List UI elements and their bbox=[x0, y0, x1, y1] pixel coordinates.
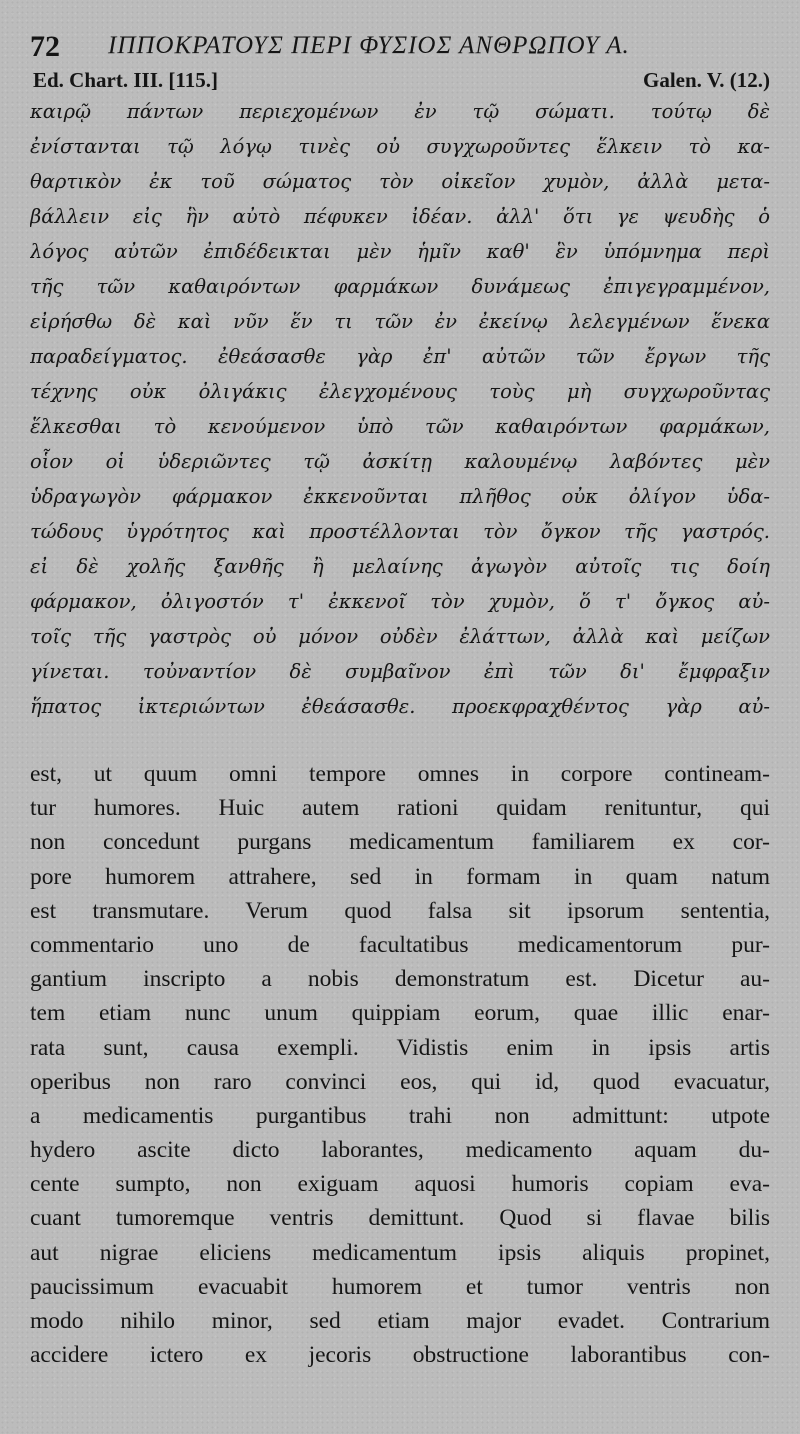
greek-text-line: ἥπατος ἰκτεριώντων ἐθεάσασθε. προεκφραχθέντος γὰρ αὐ- bbox=[30, 695, 770, 718]
latin-text-line: commentario uno de facultatibus medicamentorum pur- bbox=[30, 931, 770, 958]
latin-text-line: rata sunt, causa exempli. Vidistis enim in ipsis artis bbox=[30, 1034, 770, 1061]
latin-text-line: hydero ascite dicto laborantes, medicamento aquam du- bbox=[30, 1137, 770, 1164]
greek-text-line: εἰρήσθω δὲ καὶ νῦν ἕν τι τῶν ἐν ἐκείνῳ λελεγμένων ἕνεκα bbox=[30, 310, 770, 333]
greek-text-line: ἐνίστανται τῷ λόγῳ τινὲς οὐ συγχωροῦντες ἕλκειν τὸ κα- bbox=[30, 135, 770, 158]
latin-text-block bbox=[30, 757, 770, 1372]
latin-text-line: cuant tumoremque ventris demittunt. Quod si flavae bilis bbox=[30, 1205, 770, 1232]
book-page bbox=[30, 22, 770, 1422]
greek-text-line: τώδους ὑγρότητος καὶ προστέλλονται τὸν ὄγκον τῆς γαστρός. bbox=[30, 520, 770, 543]
latin-text-line: gantium inscripto a nobis demonstratum est. Dicetur au- bbox=[30, 966, 770, 993]
latin-text-line: paucissimum evacuabit humorem et tumor ventris non bbox=[30, 1273, 770, 1300]
latin-text-line: operibus non raro convinci eos, qui id, quod evacuatur, bbox=[30, 1068, 770, 1095]
running-head-title: ΙΠΠΟΚΡΑΤΟΥΣ ΠΕΡΙ ΦΥΣΙΟΣ ΑΝΘΡΩΠΟΥ Α. bbox=[108, 32, 630, 59]
latin-text-line: accidere ictero ex jecoris obstructione laborantibus con- bbox=[30, 1342, 770, 1369]
latin-text-line: est, ut quum omni tempore omnes in corpore contineam- bbox=[30, 761, 770, 787]
greek-text-line: τῆς τῶν καθαιρόντων φαρμάκων δυνάμεως ἐπιγεγραμμένον, bbox=[30, 275, 770, 298]
greek-text-line: παραδείγματος. ἐθεάσασθε γὰρ ἐπ' αὐτῶν τῶν ἔργων τῆς bbox=[30, 345, 770, 368]
greek-text-line: φάρμακον, ὀλιγοστόν τ' ἐκκενοῖ τὸν χυμὸν, ὅ τ' ὄγκος αὐ- bbox=[30, 590, 770, 613]
greek-text-line: ὑδραγωγὸν φάρμακον ἐκκενοῦνται πλῆθος οὐκ ὀλίγον ὑδα- bbox=[30, 485, 770, 508]
latin-text-line: a medicamentis purgantibus trahi non admittunt: utpote bbox=[30, 1102, 770, 1129]
greek-text-block bbox=[30, 94, 770, 724]
greek-text-line: εἰ δὲ χολῆς ξανθῆς ἢ μελαίνης ἀγωγὸν αὐτοῖς τις δοίη bbox=[30, 555, 770, 578]
greek-text-line: καιρῷ πάντων περιεχομένων ἐν τῷ σώματι. τούτῳ δὲ bbox=[30, 100, 770, 123]
edition-reference-chartier: Ed. Chart. III. [115.] bbox=[33, 68, 218, 92]
greek-text-line: οἷον οἱ ὑδεριῶντες τῷ ἀσκίτῃ καλουμένῳ λαβόντες μὲν bbox=[30, 450, 770, 473]
running-head bbox=[30, 22, 770, 66]
latin-text-line: tur humores. Huic autem rationi quidam renituntur, qui bbox=[30, 795, 770, 822]
latin-text-line: pore humorem attrahere, sed in formam in quam natum bbox=[30, 863, 770, 890]
greek-text-line: βάλλειν εἰς ἣν αὐτὸ πέφυκεν ἰδέαν. ἀλλ' ὅτι γε ψευδὴς ὁ bbox=[30, 205, 770, 228]
greek-text-line: θαρτικὸν ἐκ τοῦ σώματος τὸν οἰκεῖον χυμὸν, ἀλλὰ μετα- bbox=[30, 170, 770, 193]
edition-reference-line bbox=[30, 66, 770, 92]
edition-reference-galen: Galen. V. (12.) bbox=[643, 68, 770, 92]
latin-text-line: modo nihilo minor, sed etiam major evadet. Contrarium bbox=[30, 1308, 770, 1334]
greek-text-line: ἕλκεσθαι τὸ κενούμενον ὑπὸ τῶν καθαιρόντων φαρμάκων, bbox=[30, 415, 770, 438]
greek-text-line: τέχνης οὐκ ὀλιγάκις ἐλεγχομένους τοὺς μὴ συγχωροῦντας bbox=[30, 380, 770, 403]
latin-text-line: non concedunt purgans medicamentum familiarem ex cor- bbox=[30, 829, 770, 856]
greek-text-line: γίνεται. τοὐναντίον δὲ συμβαῖνον ἐπὶ τῶν δι' ἔμφραξιν bbox=[30, 660, 770, 683]
latin-text-line: tem etiam nunc unum quippiam eorum, quae illic enar- bbox=[30, 1000, 770, 1027]
latin-text-line: cente sumpto, non exiguam aquosi humoris copiam eva- bbox=[30, 1171, 770, 1198]
page-number: 72 bbox=[30, 30, 60, 63]
greek-text-line: λόγος αὐτῶν ἐπιδέδεικται μὲν ἡμῖν καθ' ἓν ὑπόμνημα περὶ bbox=[30, 240, 770, 263]
greek-text-line: τοῖς τῆς γαστρὸς οὐ μόνον οὐδὲν ἐλάττων, ἀλλὰ καὶ μείζων bbox=[30, 625, 770, 648]
latin-text-line: aut nigrae eliciens medicamentum ipsis aliquis propinet, bbox=[30, 1239, 770, 1266]
latin-text-line: est transmutare. Verum quod falsa sit ipsorum sententia, bbox=[30, 897, 770, 924]
